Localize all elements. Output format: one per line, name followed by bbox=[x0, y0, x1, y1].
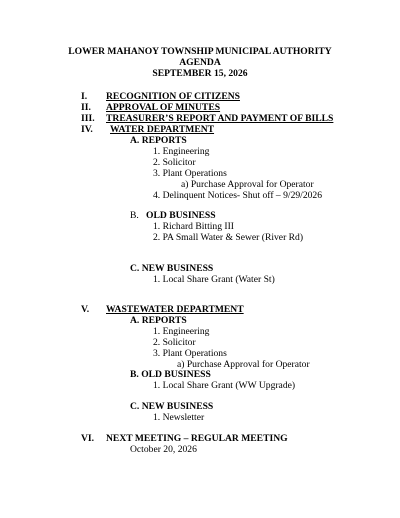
section-1-title: RECOGNITION OF CITIZENS bbox=[106, 91, 240, 102]
section-6-title: NEXT MEETING – REGULAR MEETING bbox=[106, 433, 288, 444]
section-1-number: I. bbox=[81, 91, 88, 102]
water-old-business-item: 1. Richard Bitting III bbox=[153, 221, 234, 232]
water-old-business-letter: B. bbox=[130, 210, 139, 221]
authority-name: LOWER MAHANOY TOWNSHIP MUNICIPAL AUTHORITY bbox=[68, 46, 332, 57]
section-2-title: APPROVAL OF MINUTES bbox=[106, 102, 221, 113]
section-5-title: WASTEWATER DEPARTMENT bbox=[106, 304, 244, 315]
section-6-number: VI. bbox=[81, 433, 95, 444]
section-3-title: TREASURER’S REPORT AND PAYMENT OF BILLS bbox=[106, 113, 334, 124]
meeting-date: SEPTEMBER 15, 2026 bbox=[152, 68, 248, 79]
water-report-subitem: a) Purchase Approval for Operator bbox=[181, 179, 314, 190]
wastewater-new-business-item: 1. Newsletter bbox=[153, 412, 205, 423]
wastewater-new-business-heading: C. NEW BUSINESS bbox=[130, 401, 214, 412]
wastewater-report-item: 3. Plant Operations bbox=[153, 348, 227, 359]
wastewater-report-item: 1. Engineering bbox=[153, 326, 210, 337]
water-old-business-heading: OLD BUSINESS bbox=[146, 210, 216, 221]
agenda-title: AGENDA bbox=[179, 57, 221, 68]
next-meeting-date: October 20, 2026 bbox=[130, 444, 197, 455]
section-4-number: IV. bbox=[81, 124, 93, 135]
section-2-number: II. bbox=[81, 102, 91, 113]
water-report-item: 1. Engineering bbox=[153, 146, 210, 157]
wastewater-report-subitem: a) Purchase Approval for Operator bbox=[177, 359, 310, 370]
water-report-item: 4. Delinquent Notices- Shut off – 9/29/2026 bbox=[153, 190, 323, 201]
wastewater-report-item: 2. Solicitor bbox=[153, 337, 196, 348]
water-reports-heading: A. REPORTS bbox=[130, 135, 187, 146]
wastewater-reports-heading: A. REPORTS bbox=[130, 315, 187, 326]
section-4-title: WATER DEPARTMENT bbox=[110, 124, 215, 135]
water-old-business-item: 2. PA Small Water & Sewer (River Rd) bbox=[153, 232, 304, 243]
water-new-business-heading: C. NEW BUSINESS bbox=[130, 263, 214, 274]
water-new-business-item: 1. Local Share Grant (Water St) bbox=[153, 274, 275, 285]
wastewater-old-business-item: 1. Local Share Grant (WW Upgrade) bbox=[153, 380, 296, 391]
water-report-item: 2. Solicitor bbox=[153, 157, 196, 168]
section-5-number: V. bbox=[81, 304, 90, 315]
water-report-item: 3. Plant Operations bbox=[153, 168, 227, 179]
section-3-number: III. bbox=[81, 113, 95, 124]
wastewater-old-business-heading: B. OLD BUSINESS bbox=[130, 369, 211, 380]
